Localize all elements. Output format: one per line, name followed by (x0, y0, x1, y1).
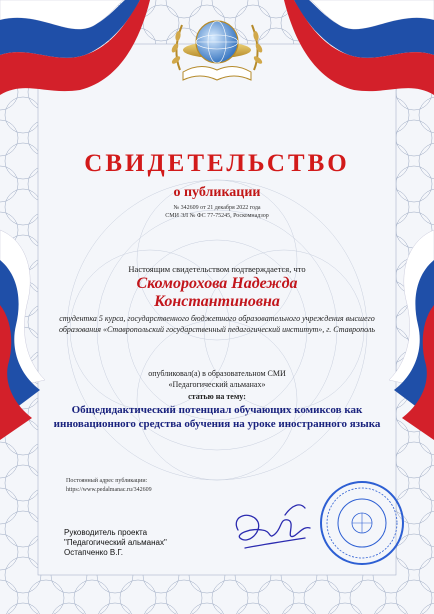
certificate-number: № 342609 от 21 декабря 2022 года (173, 205, 261, 211)
signer-project: "Педагогический альманах" (64, 538, 167, 547)
signer-block (64, 528, 167, 558)
article-topic: Общедидактический потенциал обучающих комиксов как инновационного средства обучения на уроке иностранного языка (53, 404, 381, 430)
media-registration: СМИ ЭЛ № ФС 77-75245, Роскомнадзор (165, 213, 269, 219)
recipient-description: студентка 5 курса, государственного бюджетного образовательного учреждения высшего образования «Ставропольский государственный педагогический институт», г. Ставрополь (58, 314, 376, 334)
published-in-text: опубликовал(а) в образовательном СМИ (148, 369, 286, 378)
recipient-name-line-2: Константиновна (154, 293, 280, 310)
certificate-title: СВИДЕТЕЛЬСТВО (84, 150, 350, 177)
recipient-name-line-1: Скоморохова Надежда (136, 275, 298, 292)
media-name: «Педагогический альманах» (168, 380, 266, 389)
publication-address-url[interactable]: https://www.pedalmanac.ru/342609 (66, 487, 152, 493)
signer-name: Остапченко В.Г. (64, 548, 124, 557)
topic-label: статью на тему: (188, 392, 246, 401)
certificate-subtitle: о публикации (173, 185, 261, 200)
confirmation-text: Настоящим свидетельством подтверждается, что (128, 264, 306, 274)
signer-title: Руководитель проекта (64, 528, 148, 537)
publication-address-label: Постоянный адрес публикации: (66, 478, 148, 484)
